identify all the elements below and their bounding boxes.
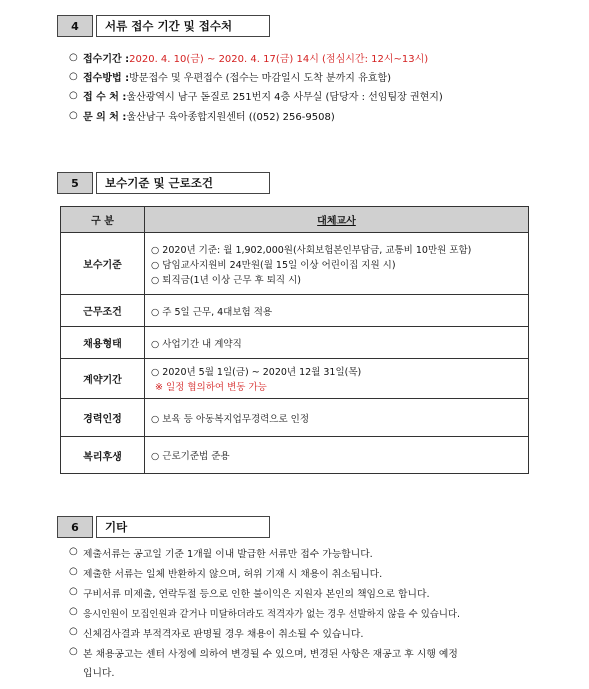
value-line: ○ 2020년 5월 1일(금) ~ 2020년 12월 31일(목)	[151, 367, 362, 378]
table-row	[61, 327, 529, 359]
info-label: 접수방법 :	[83, 72, 130, 84]
value-line: ○ 근로기준법 준용	[151, 451, 230, 462]
section-title: 기타	[96, 516, 270, 538]
section-number: 4	[57, 15, 93, 37]
table-row	[61, 233, 529, 295]
table-row	[61, 295, 529, 327]
value-line: ○ 사업기간 내 계약직	[151, 338, 242, 350]
notice-line	[69, 606, 460, 620]
conditions-table	[60, 206, 529, 474]
row-value	[145, 327, 529, 359]
info-label: 문 의 처 :	[83, 111, 127, 123]
row-value	[145, 399, 529, 437]
info-line-period	[69, 48, 428, 66]
info-value: 울산광역시 남구 돋질로 251번지 4층 사무실 (담당자 : 선임팀장 권현지)	[126, 91, 443, 103]
table-header-label: 대체교사	[317, 216, 356, 227]
section-6-header	[57, 516, 270, 538]
notice-text: 신체검사결과 부적격자로 판명될 경우 채용이 취소될 수 있습니다.	[83, 629, 364, 640]
info-line-place	[69, 86, 443, 104]
row-key: 복리후생	[61, 437, 145, 474]
info-line-method	[69, 67, 391, 85]
value-line: ○ 보육 등 아동복지업무경력으로 인정	[151, 413, 310, 425]
info-value: 2020. 4. 10(금) ~ 2020. 4. 17(금) 14시 (점심시간: 12시~13시)	[129, 53, 429, 65]
circle-bullet-icon: ○	[69, 109, 78, 121]
section-number: 5	[57, 172, 93, 194]
row-key: 근무조건	[61, 295, 145, 327]
section-title: 보수기준 및 근로조건	[96, 172, 270, 194]
section-5-header	[57, 172, 270, 194]
notice-line	[69, 626, 363, 640]
circle-bullet-icon: ○	[69, 89, 78, 101]
notice-line	[69, 546, 373, 560]
table-header-substitute-teacher	[145, 207, 529, 233]
circle-bullet-icon: ○	[69, 51, 78, 63]
row-key: 계약기간	[61, 359, 145, 399]
table-header-category: 구 분	[61, 207, 145, 233]
notice-text: 입니다.	[83, 668, 115, 679]
row-key: 채용형태	[61, 327, 145, 359]
row-key: 보수기준	[61, 233, 145, 295]
table-row	[61, 359, 529, 399]
notice-text: 제출서류는 공고일 기준 1개월 이내 발급한 서류만 접수 가능합니다.	[83, 549, 373, 560]
circle-bullet-icon: ○	[69, 546, 78, 557]
section-4-header	[57, 15, 270, 37]
value-line: ○ 2020년 기준: 월 1,902,000원(사회보험본인부담금, 교통비 10만원 포함)	[151, 244, 472, 256]
table-row	[61, 437, 529, 474]
circle-bullet-icon: ○	[69, 586, 78, 597]
notice-text: 제출한 서류는 일체 반환하지 않으며, 허위 기재 시 채용이 취소됩니다.	[83, 569, 383, 580]
value-line: ○ 담임교사지원비 24만원(월 15일 이상 어린이집 지원 시)	[151, 259, 396, 271]
notice-line	[69, 566, 382, 580]
notice-line-continued	[69, 665, 115, 679]
row-key: 경력인정	[61, 399, 145, 437]
table-row	[61, 399, 529, 437]
info-label: 접 수 처 :	[83, 91, 127, 103]
notice-text: 본 채용공고는 센터 사정에 의하여 변경될 수 있으며, 변경된 사항은 재공고 후 시행 예정	[83, 649, 458, 660]
section-number: 6	[57, 516, 93, 538]
circle-bullet-icon: ○	[69, 626, 78, 637]
row-value	[145, 359, 529, 399]
notice-text: 응시인원이 모집인원과 같거나 미달하더라도 적격자가 없는 경우 선발하지 않을 수 있습니다.	[83, 609, 460, 620]
table-header-row	[61, 207, 529, 233]
section-title: 서류 접수 기간 및 접수처	[96, 15, 270, 37]
value-line: ○ 주 5일 근무, 4대보험 적용	[151, 306, 273, 318]
bullet-spacer	[69, 665, 83, 679]
notice-line	[69, 646, 458, 660]
value-line: ○ 퇴직금(1년 이상 근무 후 퇴직 시)	[151, 274, 301, 286]
row-value	[145, 437, 529, 474]
info-value: 방문접수 및 우편접수 (접수는 마감일시 도착 분까지 유효함)	[129, 72, 392, 84]
notice-text: 구비서류 미제출, 연락두절 등으로 인한 불이익은 지원자 본인의 책임으로 합니다.	[83, 589, 430, 600]
info-label: 접수기간 :	[83, 53, 130, 65]
row-value	[145, 233, 529, 295]
circle-bullet-icon: ○	[69, 606, 78, 617]
notice-line	[69, 586, 430, 600]
circle-bullet-icon: ○	[69, 646, 78, 657]
circle-bullet-icon: ○	[69, 70, 78, 82]
circle-bullet-icon: ○	[69, 566, 78, 577]
info-line-contact	[69, 106, 335, 124]
value-note: ※ 일정 협의하여 변동 가능	[155, 382, 267, 393]
info-value: 울산남구 육아종합지원센터 ((052) 256-9508)	[126, 111, 335, 123]
row-value	[145, 295, 529, 327]
